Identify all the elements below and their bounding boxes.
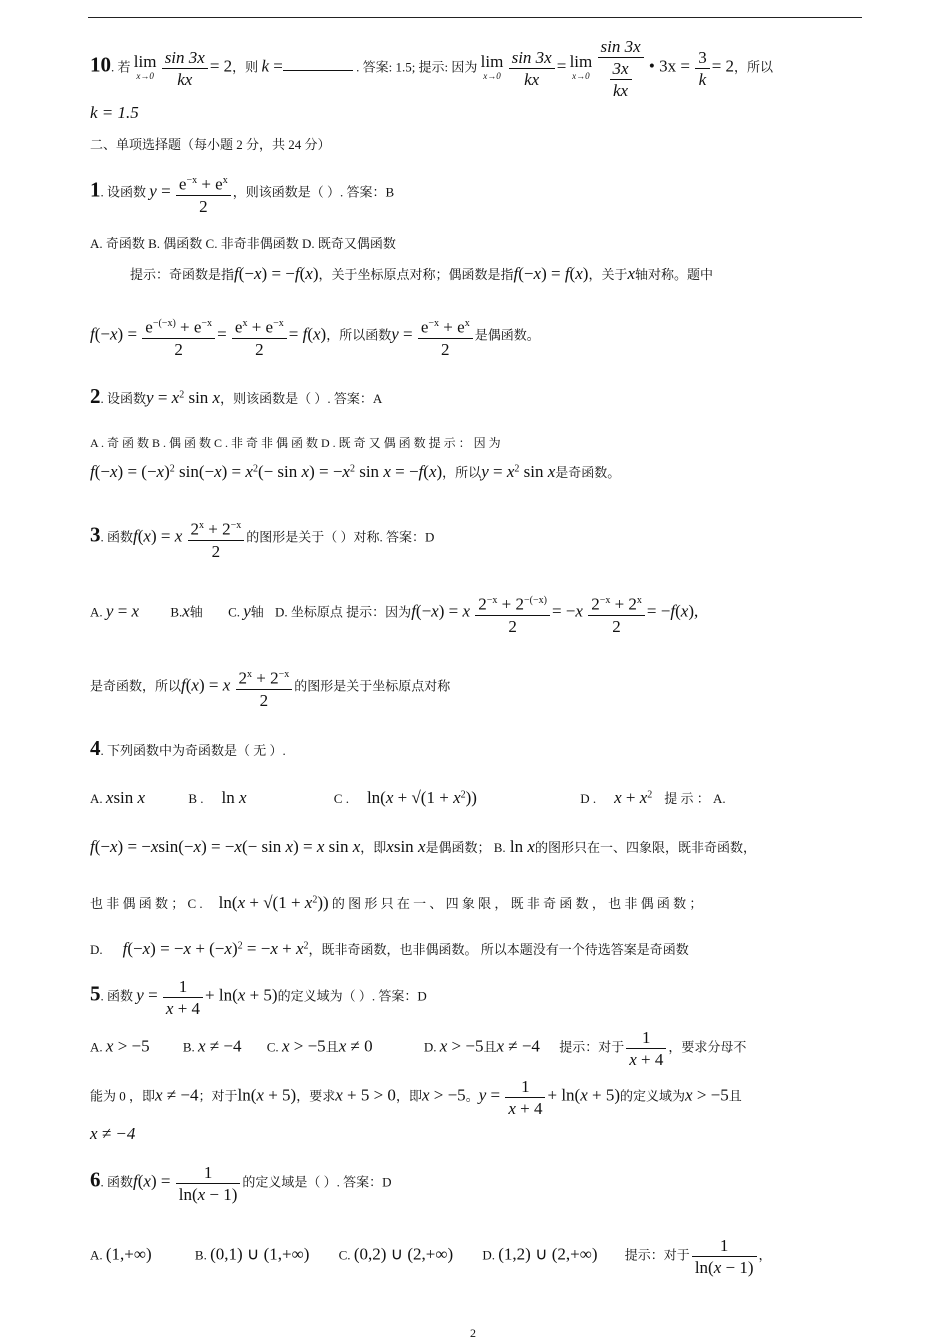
- option-b: B.: [170, 604, 183, 620]
- q4-hint-line3: 也 非 偶 函 数 ； C . $\ln(x + √(1 + x^2))$ 的 图 形 只 在 一 、 四 象 限 ， 既 非 奇 函 数 ， 也 非 偶 函 数 ；: [90, 893, 703, 912]
- option-b-axis: 轴: [189, 604, 203, 620]
- q4-line2-c: 的图形只在一、四象限，既非奇函数，: [534, 840, 756, 855]
- fraction: $\frac{\sin 3x}{kx}$: [509, 47, 555, 90]
- q10-answer: . 答案: 1.5; 提示: 因为: [356, 59, 478, 75]
- question-number: 1: [90, 177, 101, 202]
- q10-line: 10. 若 lim x→0 $\frac{\sin 3x}{kx}$ = 2，则 k = . 答案: 1.5; 提示: 因为 lim x→0 $\frac{\sin 3x}{kx}$ = lim x→0 $\frac{\sin 3x}{\frac{3x}{kx}}$ • 3x = $\frac{3}{k}$ = 2，所以: [90, 37, 774, 100]
- fraction: $\frac{1}{\ln(x - 1)}$: [692, 1235, 757, 1278]
- q4-hint-line2: f(−x) = −xsin(−x) = −x(− sin x) = x sin x，即xsin x是偶函数； B. ln x的图形只在一、四象限，既非奇函数，: [90, 837, 756, 856]
- q2-stem-a: . 设函数: [100, 391, 147, 406]
- answer-blank: [283, 56, 353, 71]
- question-number: 2: [90, 384, 101, 408]
- top-rule: [88, 17, 862, 18]
- q1-hint-a: 提示：奇函数是指: [130, 267, 235, 282]
- question-number: 6: [90, 1167, 101, 1192]
- q3-options: A. y = x B.x轴 C. y轴 D. 坐标原点 提示：因为f(−x) = x $\frac{2^{-x} + 2^{-(-x)}}{2}$ = −x $\frac{2^{-x} + 2^x}{2}$ = −f(x),: [90, 590, 698, 637]
- fraction: $\frac{1}{x + 4}$: [505, 1076, 545, 1119]
- q5-hint-line2: 能为 0 ，即x ≠ −4；对于ln(x + 5)，要求x + 5 > 0，即x > −5。y = $\frac{1}{x + 4}$ + ln(x + 5)的定义域为x > −5且: [90, 1077, 742, 1118]
- q1-hint-c: ，关于: [588, 267, 628, 282]
- q5-hint-a: 提示：对于: [559, 1039, 625, 1055]
- question-number: 3: [90, 522, 101, 547]
- q6-hint-a: 提示：对于: [624, 1247, 690, 1263]
- q3-hint-a: 是奇函数，所以: [90, 678, 182, 694]
- option-c-value: (0,2) ∪ (2,+∞): [353, 1244, 454, 1264]
- fraction: $\frac{\sin 3x}{\frac{3x}{kx}}$: [598, 36, 644, 101]
- page-number: 2: [470, 1326, 476, 1340]
- option-d: D.: [482, 1247, 495, 1263]
- fraction: $\frac{2^{-x} + 2^{-(-x)}}{2}$: [475, 590, 550, 637]
- q3-hint-b: 的图形是关于坐标原点对称: [294, 678, 451, 694]
- option-c: C .: [333, 791, 349, 806]
- fraction: $\frac{1}{x + 4}$: [626, 1027, 666, 1070]
- option-c-and: 且: [325, 1039, 339, 1055]
- q3-stem-b: 的图形是关于（ ）对称. 答案：D: [246, 529, 435, 545]
- q3-stem: 3. 函数f(x) = x $\frac{2^x + 2^{-x}}{2}$ 的图形是关于（ ）对称. 答案：D: [90, 515, 434, 562]
- fraction: $\frac{1}{\ln(x - 1)}$: [176, 1162, 241, 1205]
- q4-line3-a: 也 非 偶 函 数 ； C .: [90, 896, 203, 911]
- q10-mid: ，则: [232, 59, 259, 75]
- q5-line2-d: ，即: [395, 1088, 422, 1104]
- q5-options: A. x > −5 B. x ≠ −4 C. x > −5且x ≠ 0 D. x > −5且x ≠ −4 提示：对于 $\frac{1}{x + 4}$ ，要求分母不: [90, 1028, 747, 1069]
- q4-line3-b: 的 图 形 只 在 一 、 四 象 限 ， 既 非 奇 函 数 ， 也 非 偶 函 数 ；: [331, 896, 703, 911]
- q4-line4-b: ，既非奇函数，也非偶函数。 所以本题没有一个待选答案是奇函数: [308, 942, 689, 957]
- question-number: 5: [90, 981, 101, 1006]
- q5-line2-c: ，要求: [296, 1088, 336, 1104]
- option-b: B.: [194, 1247, 207, 1263]
- q6-stem-a: . 函数: [100, 1174, 134, 1190]
- q4-line4-a: D.: [90, 942, 103, 957]
- option-a: A.: [90, 604, 103, 620]
- q5-line2-f: 的定义域为: [620, 1088, 686, 1104]
- option-b: B .: [188, 791, 204, 806]
- fraction: $\frac{3}{k}$: [695, 47, 710, 90]
- q2-hint: $f(-x) = (-x)^2$ $\sin(-x) = x^2(- \sin x) = -x^2$ sin x = −f(x)，所以$y = x^2$ sin x是奇函数。: [90, 462, 621, 481]
- question-number: 4: [90, 736, 101, 760]
- option-a: A.: [90, 1247, 103, 1263]
- q1-stem-a: . 设函数: [100, 184, 147, 200]
- q5-stem-b: 的定义域为（ ）. 答案：D: [277, 988, 427, 1004]
- q1-hint-d: 轴对称。题中: [635, 267, 714, 282]
- lim-symbol: lim x→0: [480, 51, 504, 81]
- q4-stem: [90, 736, 286, 761]
- q4-line2-b: 是偶函数； B.: [425, 840, 506, 855]
- q5-stem: 5. 函数 y = $\frac{1}{x + 4}$ + ln(x + 5)的定义域为（ ）. 答案：D: [90, 977, 427, 1018]
- q6-hint-b: ，: [758, 1247, 772, 1263]
- section-title: 二、单项选择题（每小题 2 分，共 24 分）: [90, 137, 331, 152]
- q1-hint-e: ，所以函数: [326, 327, 392, 343]
- option-c: C.: [228, 604, 240, 620]
- q4-line2-a: ，即: [360, 840, 387, 855]
- q5-line2-a: 能为 0 ，即: [90, 1088, 156, 1104]
- option-c-axis: 轴: [250, 604, 264, 620]
- q5-line2-g: 且: [728, 1088, 742, 1104]
- q1-hint-f: 是偶函数。: [474, 327, 540, 343]
- q1-hint: 提示：奇函数是指f(−x) = −f(x)，关于坐标原点对称；偶函数是指f(−x) = f(x)，关于x轴对称。题中: [130, 264, 714, 283]
- q1-stem: 1. 设函数 y = $\frac{e^{-x} + e^x}{2}$ ，则该函数是（ ）. 答案：B: [90, 170, 394, 217]
- option-c: C.: [338, 1247, 351, 1263]
- q5-line2-e: 。: [465, 1088, 479, 1104]
- fraction: $\frac{e^{-(-x)} + e^{-x}}{2}$: [142, 313, 215, 360]
- q6-options: [90, 1235, 772, 1278]
- option-d: D.: [423, 1039, 437, 1055]
- q2-hint-a: ，所以: [442, 465, 482, 480]
- q2-stem-b: ，则该函数是（ ）. 答案：A: [220, 391, 383, 406]
- q10-prefix: . 若: [111, 59, 131, 75]
- q5-stem-a: . 函数: [100, 988, 134, 1004]
- lim-symbol: lim x→0: [569, 51, 593, 81]
- fraction: $\frac{e^x + e^{-x}}{2}$: [232, 313, 287, 360]
- q6-stem: 6. 函数f(x) = $\frac{1}{\ln(x - 1)}$ 的定义域是（ ）. 答案：D: [90, 1163, 392, 1204]
- option-d-and: 且: [483, 1039, 497, 1055]
- q2-stem: 2. 设函数$y = x^2$ sin x，则该函数是（ ）. 答案：A: [90, 384, 383, 408]
- option-d: D .: [580, 791, 597, 806]
- q1-options: A. 奇函数 B. 偶函数 C. 非奇非偶函数 D. 既奇又偶函数: [90, 236, 396, 251]
- q3-stem-a: . 函数: [100, 529, 134, 545]
- option-a: A.: [90, 791, 103, 806]
- q10-suffix: ，所以: [734, 59, 774, 75]
- option-d: D. 坐标原点 提示：因为: [275, 604, 412, 620]
- q1-derivation: f(−x) = $\frac{e^{-(-x)} + e^{-x}}{2}$ = $\frac{e^x + e^{-x}}{2}$ = f(x)，所以函数y = $\frac{e^{-x} + e^x}{2}$ 是偶函数。: [90, 313, 540, 360]
- option-c: C.: [266, 1039, 279, 1055]
- q5-hint-b: ，要求分母不: [668, 1039, 747, 1055]
- q2-hint-b: 是奇函数。: [555, 465, 621, 480]
- q2-options: A . 奇 函 数 B . 偶 函 数 C . 非 奇 非 偶 函 数 D . 既 奇 又 偶 函 数 提 示 ： 因 为: [90, 436, 501, 450]
- fraction: $\frac{e^{-x} + e^x}{2}$: [418, 313, 473, 360]
- q6-stem-b: 的定义域是（ ）. 答案：D: [242, 1174, 392, 1190]
- fraction: $\frac{2^{-x} + 2^x}{2}$: [588, 590, 645, 637]
- option-d-value: (1,2) ∪ (2,+∞): [498, 1244, 598, 1264]
- q4-hint-line4: D. $f(-x) = -x + (-x)^2 = -x + x^2$，既非奇函数，也非偶函数。 所以本题没有一个待选答案是奇函数: [90, 939, 689, 958]
- q1-stem-b: ，则该函数是（ ）. 答案：B: [232, 184, 395, 200]
- fraction: $\frac{e^{-x} + e^x}{2}$: [176, 170, 231, 217]
- q5-line2-b: ；对于: [198, 1088, 238, 1104]
- option-b-value: (0,1) ∪ (1,+∞): [210, 1244, 310, 1264]
- fraction: $\frac{\sin 3x}{kx}$: [162, 47, 208, 90]
- q4-options: A. xsin x B . ln x C . $\ln(x + √(1 + x^2))$ D . $x + x^2$ 提 示 ： A.: [90, 788, 726, 807]
- q4-hint-label: 提 示 ： A.: [664, 791, 726, 806]
- q4-stem-text: . 下列函数中为奇函数是（ 无 ）.: [100, 743, 286, 758]
- q1-hint-b: ，关于坐标原点对称；偶函数是指: [318, 267, 514, 282]
- q10-result: k = 1.5: [90, 103, 139, 122]
- fraction: $\frac{2^x + 2^{-x}}{2}$: [236, 664, 293, 711]
- option-a: A.: [90, 1039, 103, 1055]
- option-a-value: (1,+∞): [105, 1244, 152, 1264]
- q3-hint: 是奇函数，所以f(x) = x $\frac{2^x + 2^{-x}}{2}$ 的图形是关于坐标原点对称: [90, 664, 450, 711]
- fraction: $\frac{1}{x + 4}$: [163, 976, 203, 1019]
- fraction: $\frac{2^x + 2^{-x}}{2}$: [188, 515, 245, 562]
- question-number: 10: [90, 52, 111, 77]
- q5-hint-line3: x ≠ −4: [90, 1124, 136, 1143]
- lim-symbol: lim x→0: [133, 51, 157, 81]
- option-b: B.: [182, 1039, 195, 1055]
